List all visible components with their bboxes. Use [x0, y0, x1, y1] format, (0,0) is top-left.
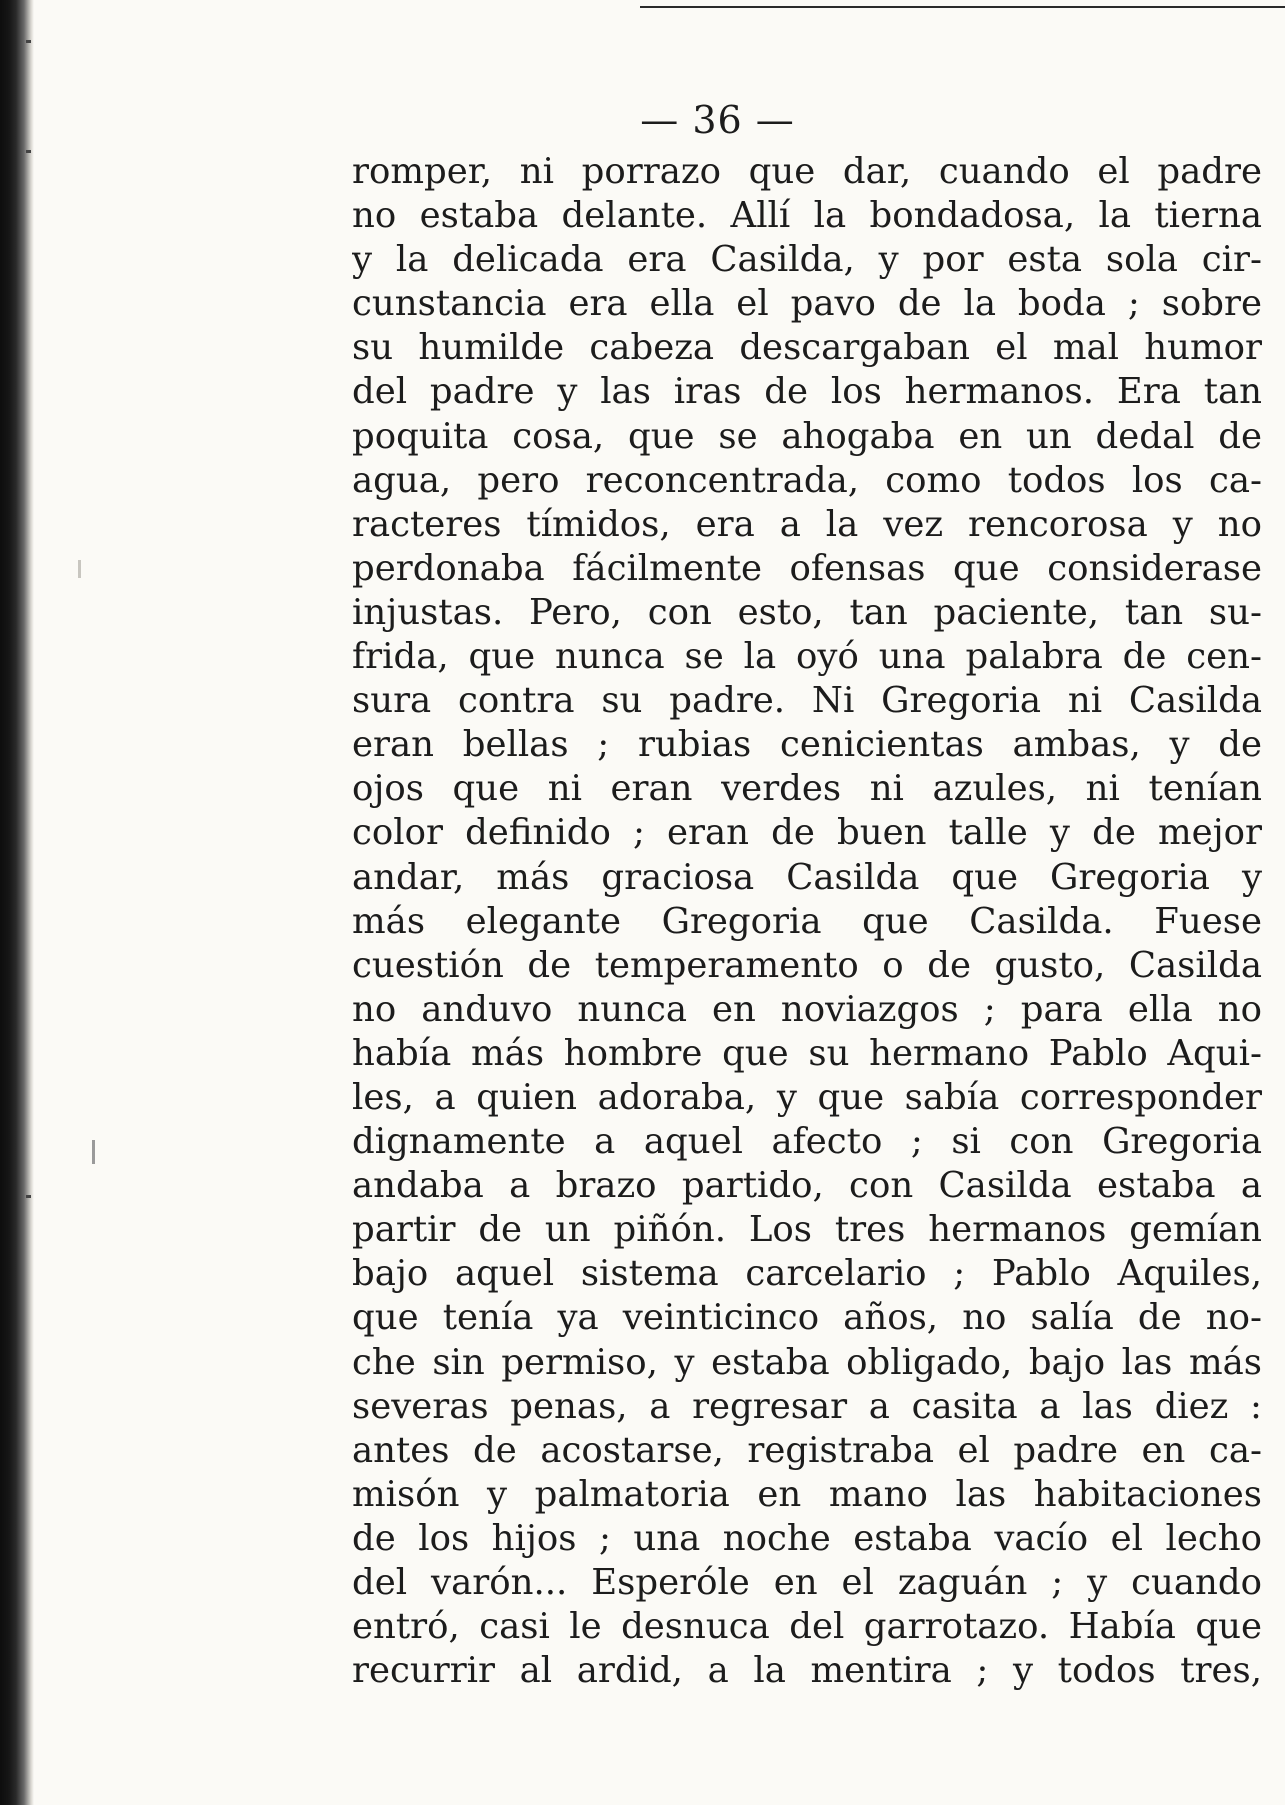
scan-top-rule	[640, 6, 1285, 8]
text-line: misón y palmatoria en mano las habitaciones	[352, 1473, 1262, 1515]
text-line: eran bellas ; rubias cenicientas ambas, y de	[352, 724, 1262, 766]
text-line: ojos que ni eran verdes ni azules, ni tenían	[352, 768, 1262, 810]
text-line: más elegante Gregoria que Casilda. Fuese	[352, 900, 1262, 942]
text-line: bajo aquel sistema carcelario ; Pablo Aquiles,	[352, 1253, 1262, 1295]
text-line: andaba a brazo partido, con Casilda estaba a	[352, 1165, 1262, 1207]
text-line: dignamente a aquel afecto ; si con Gregoria	[352, 1121, 1262, 1163]
text-line: sura contra su padre. Ni Gregoria ni Casilda	[352, 680, 1262, 722]
text-line: entró, casi le desnuca del garrotazo. Había que	[352, 1606, 1262, 1648]
text-line: severas penas, a regresar a casita a las diez :	[352, 1385, 1262, 1427]
margin-mark	[78, 560, 81, 578]
book-spine-shadow	[0, 0, 34, 1805]
text-line: agua, pero reconcentrada, como todos los ca-	[352, 459, 1262, 501]
text-line: del varón... Esperóle en el zaguán ; y cuando	[352, 1562, 1262, 1603]
text-line: del padre y las iras de los hermanos. Era tan	[352, 371, 1262, 413]
spine-notch	[26, 1195, 31, 1198]
text-line: y la delicada era Casilda, y por esta sola cir-	[352, 239, 1262, 281]
text-line: no anduvo nunca en noviazgos ; para ella no	[352, 988, 1262, 1030]
text-line: cuestión de temperamento o de gusto, Casilda	[352, 944, 1262, 986]
text-line: poquita cosa, que se ahogaba en un dedal de	[352, 415, 1262, 457]
margin-mark	[92, 1140, 95, 1164]
text-line: romper, ni porrazo que dar, cuando el padre	[352, 151, 1262, 192]
body-text	[352, 150, 1262, 1693]
text-line: que tenía ya veinticinco años, no salía de no-	[352, 1297, 1262, 1339]
page-number: — 36 —	[640, 98, 795, 142]
text-line: che sin permiso, y estaba obligado, bajo las más	[352, 1341, 1262, 1383]
text-line: partir de un piñón. Los tres hermanos gemían	[352, 1209, 1262, 1251]
text-line: antes de acostarse, registraba el padre en ca-	[352, 1429, 1262, 1471]
text-line: color definido ; eran de buen talle y de mejor	[352, 812, 1262, 854]
text-line: había más hombre que su hermano Pablo Aqui-	[352, 1032, 1262, 1074]
text-line: frida, que nunca se la oyó una palabra de cen-	[352, 636, 1262, 678]
text-line: recurrir al ardid, a la mentira ; y todos tres,	[352, 1650, 1262, 1692]
text-line: su humilde cabeza descargaban el mal humor	[352, 327, 1262, 369]
spine-notch	[26, 150, 31, 153]
text-line: cunstancia era ella el pavo de la boda ; sobre	[352, 283, 1262, 325]
text-line: injustas. Pero, con esto, tan paciente, tan su-	[352, 591, 1262, 633]
text-line: de los hijos ; una noche estaba vacío el lecho	[352, 1517, 1262, 1559]
text-line: perdonaba fácilmente ofensas que considerase	[352, 547, 1262, 589]
spine-notch	[26, 40, 31, 43]
text-line: racteres tímidos, era a la vez rencorosa y no	[352, 503, 1262, 545]
text-line: no estaba delante. Allí la bondadosa, la tierna	[352, 195, 1262, 237]
text-line: les, a quien adoraba, y que sabía corresponder	[352, 1076, 1262, 1118]
text-line: andar, más graciosa Casilda que Gregoria y	[352, 856, 1262, 898]
